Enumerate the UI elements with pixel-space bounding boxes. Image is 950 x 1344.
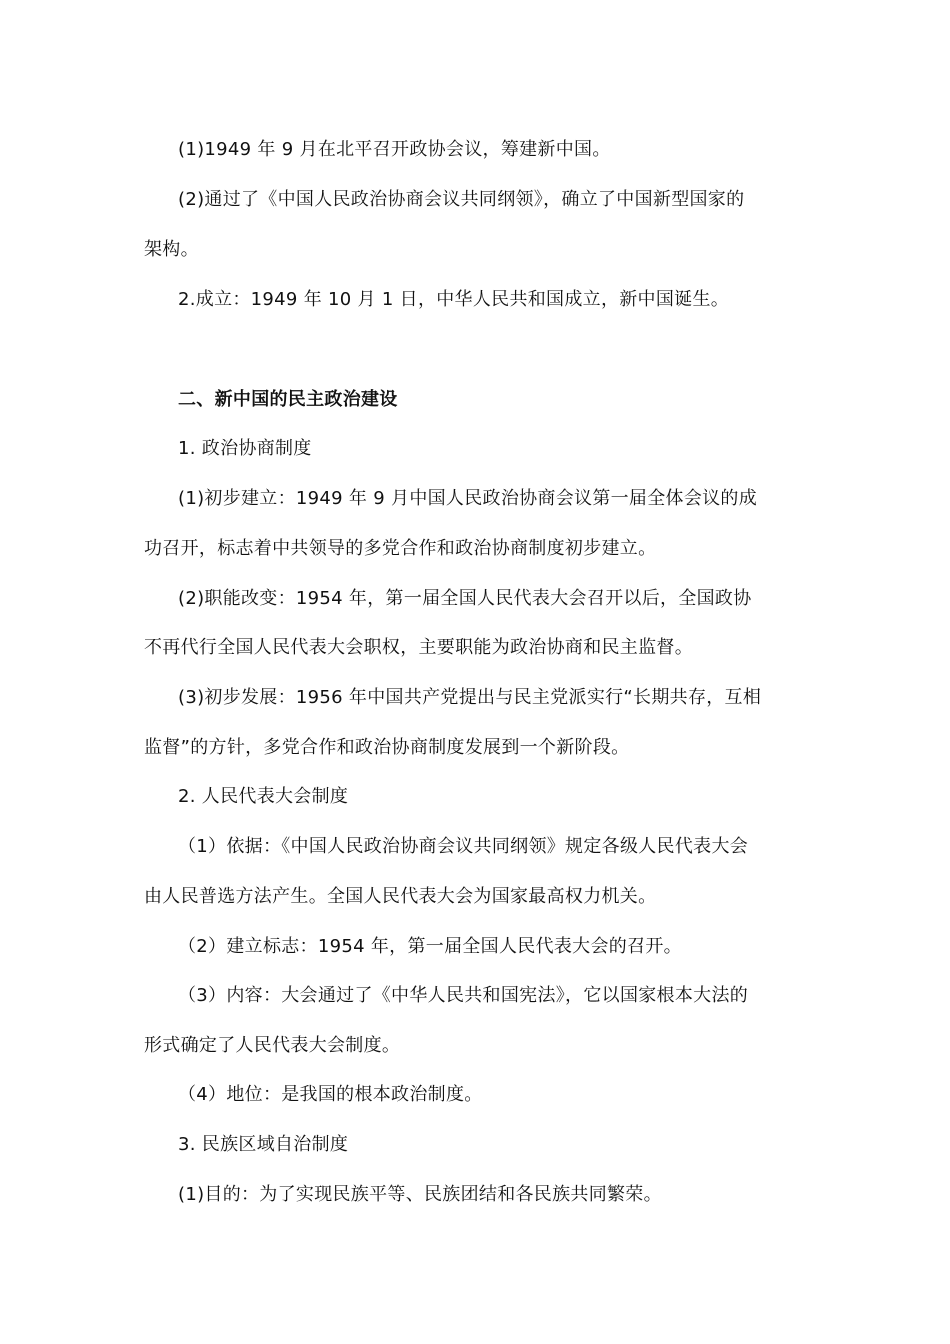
paragraph-line: （2）建立标志：1954 年，第一届全国人民代表大会的召开。: [178, 936, 682, 957]
subsection-heading: 3. 民族区域自治制度: [178, 1134, 349, 1155]
paragraph-line: 架构。: [144, 239, 199, 260]
paragraph-line: (1)1949 年 9 月在北平召开政协会议，筹建新中国。: [178, 139, 611, 160]
paragraph-line: (3)初步发展：1956 年中国共产党提出与民主党派实行“长期共存，互相: [178, 687, 762, 708]
paragraph-line: 形式确定了人民代表大会制度。: [144, 1035, 401, 1056]
subsection-heading: 2. 人民代表大会制度: [178, 786, 349, 807]
subsection-heading: 1. 政治协商制度: [178, 438, 312, 459]
section-heading: 二、新中国的民主政治建设: [178, 389, 398, 410]
paragraph-line: (2)通过了《中国人民政治协商会议共同纲领》，确立了中国新型国家的: [178, 189, 745, 210]
paragraph-line: （4）地位：是我国的根本政治制度。: [178, 1084, 483, 1105]
paragraph-line: 功召开，标志着中共领导的多党合作和政治协商制度初步建立。: [144, 538, 657, 559]
paragraph-line: 监督”的方针，多党合作和政治协商制度发展到一个新阶段。: [144, 737, 630, 758]
paragraph-line: (1)初步建立：1949 年 9 月中国人民政治协商会议第一届全体会议的成: [178, 488, 758, 509]
paragraph-line: （3）内容：大会通过了《中华人民共和国宪法》，它以国家根本大法的: [178, 985, 749, 1006]
paragraph-line: 不再代行全国人民代表大会职权，主要职能为政治协商和民主监督。: [144, 637, 693, 658]
paragraph-line: （1）依据：《中国人民政治协商会议共同纲领》规定各级人民代表大会: [178, 836, 749, 857]
paragraph-line: 2.成立：1949 年 10 月 1 日，中华人民共和国成立，新中国诞生。: [178, 289, 730, 310]
paragraph-line: (1)目的：为了实现民族平等、民族团结和各民族共同繁荣。: [178, 1184, 662, 1205]
paragraph-line: 由人民普选方法产生。全国人民代表大会为国家最高权力机关。: [144, 886, 657, 907]
paragraph-line: (2)职能改变：1954 年，第一届全国人民代表大会召开以后，全国政协: [178, 588, 752, 609]
